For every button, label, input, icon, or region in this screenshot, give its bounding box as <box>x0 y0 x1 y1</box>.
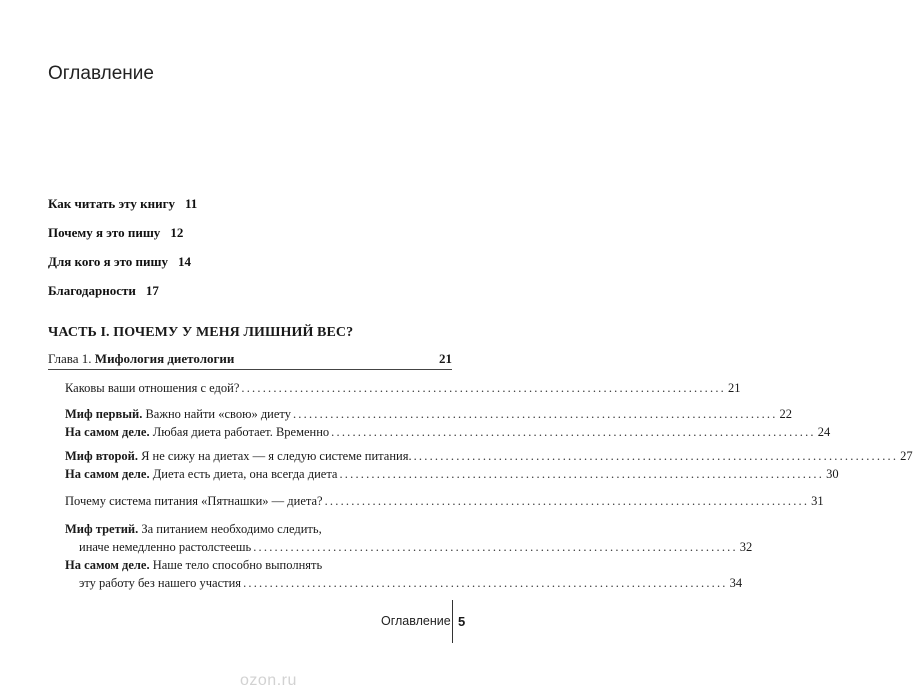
chapter-heading[interactable] <box>48 351 452 367</box>
page-title: Оглавление <box>48 63 154 84</box>
toc-entry-first-line[interactable] <box>65 522 322 537</box>
toc-leader-dots: ........................................................................................... <box>413 449 899 463</box>
intro-item[interactable] <box>48 196 197 212</box>
toc-leader-dots: ........................................................................................... <box>241 381 726 395</box>
toc-leader-dots: ........................................................................................... <box>292 407 778 421</box>
toc-entry-lead: Миф второй. <box>65 449 138 463</box>
toc-leader-dots: ........................................................................................... <box>331 425 816 439</box>
intro-item-label: Как читать эту книгу <box>48 196 175 211</box>
toc-leader-dots: ........................................................................................... <box>324 494 810 508</box>
toc-entry-continuation: иначе немедленно растолстеешь <box>79 540 252 554</box>
intro-item-page: 17 <box>145 283 159 298</box>
toc-entry[interactable] <box>65 425 831 440</box>
intro-item-page: 12 <box>170 225 184 240</box>
intro-item[interactable] <box>48 225 183 241</box>
page-number: 5 <box>458 614 466 629</box>
toc-entry[interactable] <box>65 407 793 422</box>
toc-leader-dots: ........................................................................................... <box>253 540 738 554</box>
running-footer-label: Оглавление <box>381 614 451 628</box>
intro-item[interactable] <box>48 254 191 270</box>
toc-entry-text: Любая диета работает. Временно <box>152 425 330 439</box>
toc-entry-text: Наше тело способно выполнять <box>152 558 323 572</box>
toc-entry-lead: Миф третий. <box>65 522 139 536</box>
chapter-page: 21 <box>439 351 452 366</box>
intro-item-label: Почему я это пишу <box>48 225 161 240</box>
intro-item-label: Благодарности <box>48 283 136 298</box>
toc-entry-page: 27 <box>900 449 913 463</box>
toc-entry-continuation: эту работу без нашего участия <box>79 576 242 590</box>
toc-entry[interactable] <box>79 576 743 591</box>
toc-entry-text: Почему система питания «Пятнашки» — диета? <box>65 494 323 508</box>
intro-item-page: 11 <box>185 196 198 211</box>
intro-item[interactable] <box>48 283 159 299</box>
toc-entry[interactable] <box>65 467 839 482</box>
intro-item-page: 14 <box>178 254 191 269</box>
toc-entry-first-line[interactable] <box>65 558 322 573</box>
toc-entry-page: 32 <box>739 540 753 554</box>
watermark: ozon.ru <box>240 672 297 689</box>
toc-entry-page: 31 <box>811 494 824 508</box>
toc-entry-page: 21 <box>727 381 741 395</box>
toc-entry-lead: На самом деле. <box>65 558 150 572</box>
toc-entry-lead: Миф первый. <box>65 407 143 421</box>
toc-entry-lead: На самом деле. <box>65 425 150 439</box>
part-heading: ЧАСТЬ I. ПОЧЕМУ У МЕНЯ ЛИШНИЙ ВЕС? <box>48 325 354 340</box>
chapter-title: Мифология диетологии <box>94 351 235 366</box>
toc-entry-text: Важно найти «свою» диету <box>145 407 291 421</box>
toc-entry[interactable] <box>65 494 824 509</box>
footer-divider <box>452 600 453 643</box>
toc-entry-page: 34 <box>729 576 743 590</box>
toc-entry-text: За питанием необходимо следить, <box>141 522 322 536</box>
toc-entry-text: Каковы ваши отношения с едой? <box>65 381 240 395</box>
toc-entry[interactable] <box>65 449 913 464</box>
toc-entry-page: 24 <box>817 425 831 439</box>
toc-leader-dots: ........................................................................................... <box>243 576 728 590</box>
toc-entry-page: 22 <box>779 407 793 421</box>
toc-entry[interactable] <box>65 381 741 396</box>
toc-entry-text: Я не сижу на диетах — я следую системе питания. <box>141 449 412 463</box>
toc-entry[interactable] <box>79 540 753 555</box>
chapter-divider <box>48 369 452 370</box>
intro-item-label: Для кого я это пишу <box>48 254 168 269</box>
toc-leader-dots: ........................................................................................... <box>339 467 825 481</box>
toc-entry-text: Диета есть диета, она всегда диета <box>152 467 338 481</box>
chapter-prefix: Глава 1. <box>48 351 92 366</box>
toc-entry-lead: На самом деле. <box>65 467 150 481</box>
toc-entry-page: 30 <box>826 467 839 481</box>
